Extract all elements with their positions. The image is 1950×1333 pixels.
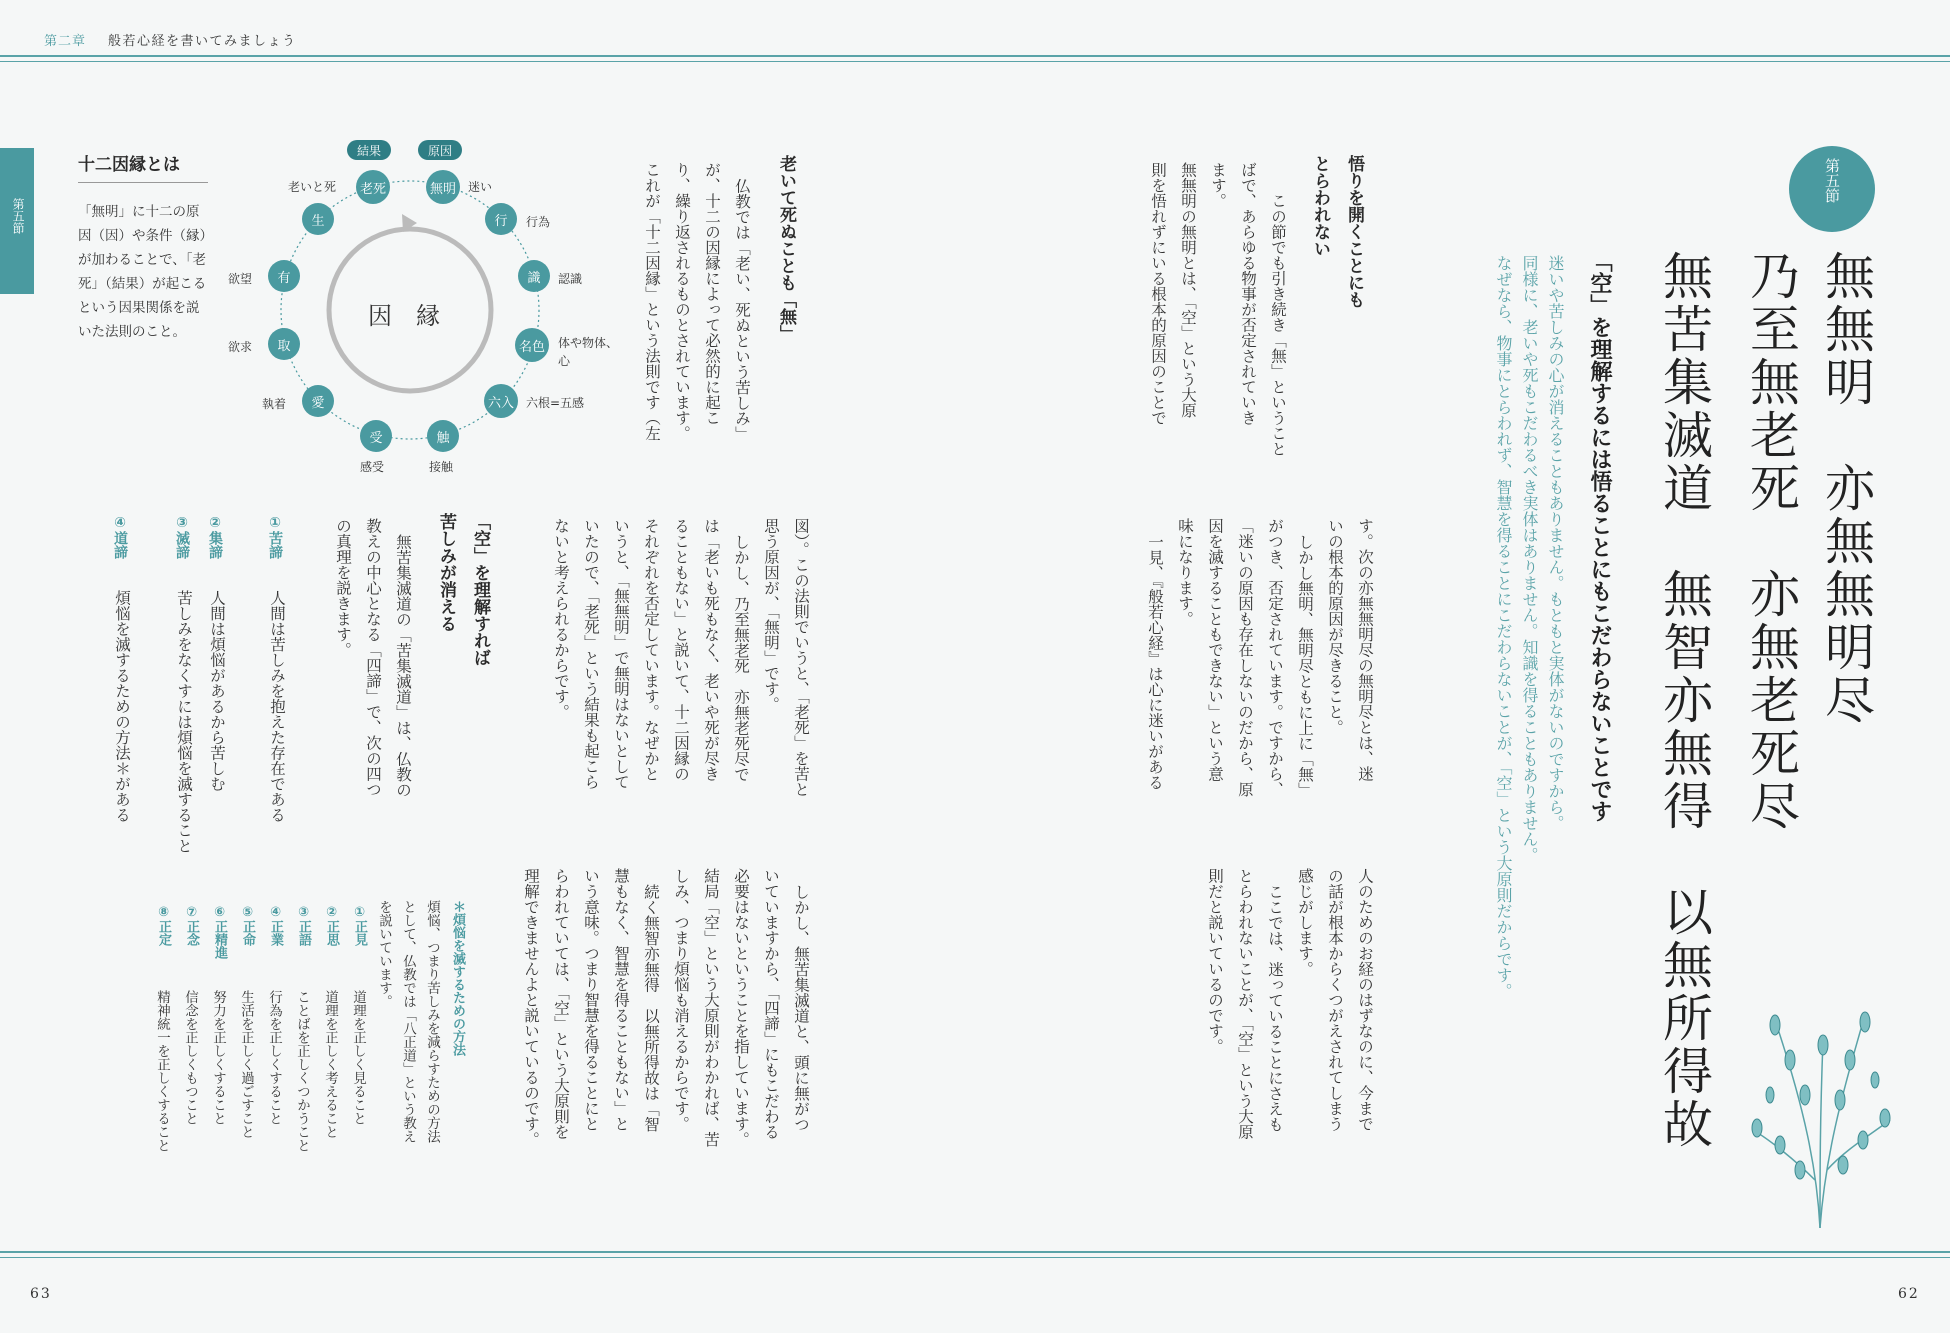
label-ju: 感受	[360, 460, 385, 474]
pill-cause: 原因	[418, 140, 462, 160]
section1-top-line-3: ます。	[1209, 162, 1227, 209]
path-7-desc: 信念を正しくもつこと	[182, 990, 198, 1125]
node-sho: 生	[302, 203, 334, 235]
label-ro: 老いと死	[288, 180, 337, 194]
section3-title-1: 「空」を理解すれば	[470, 513, 490, 666]
node-u: 有	[268, 260, 300, 292]
section3-title-2: 苦しみが消える	[436, 513, 456, 632]
plant-illustration	[1745, 1000, 1895, 1230]
section1-mid-line-3: しかし無明、無明尽ともに上に「無」	[1296, 534, 1314, 798]
section1-title-2: とらわれない	[1310, 155, 1330, 257]
node-mumyo: 無明	[426, 170, 460, 204]
section2-top-line-1: 仏教では「老い、死ぬという苦しみ」	[733, 178, 751, 442]
node-ju: 受	[360, 420, 392, 452]
section2-mid-line-1: 図）。この法則でいうと、「老死」を苦と	[792, 518, 810, 797]
section2-top-line-4: これが「十二因縁」という法則です（左	[643, 162, 661, 441]
path-4-name: ④正業	[268, 905, 283, 946]
pill-result: 結果	[347, 140, 391, 160]
truth-2-desc: 人間は煩悩があるから苦しむ	[208, 590, 226, 792]
path-5-desc: 生活を正しく過ごすこと	[238, 990, 254, 1139]
path-3-name: ③正語	[296, 905, 311, 946]
path-8-desc: 精神統一を正しくすること	[154, 990, 170, 1152]
note-body-line-1: 煩悩、つまり苦しみを減らすための方法	[424, 900, 440, 1143]
path-1-name: ①正見	[352, 905, 367, 946]
section1-mid-line-6: 因を滅することもできない」という意	[1206, 518, 1224, 782]
section1-mid-line-2: いの根本的原因が尽きること。	[1326, 518, 1344, 735]
truth-1-desc: 人間は苦しみを抱えた存在である	[268, 590, 286, 823]
section2-bottom-line-6: 続く無智亦無得 以無所得故は「智	[642, 884, 660, 1132]
node-ai: 愛	[302, 385, 334, 417]
page-number-left: 63	[30, 1286, 52, 1302]
section2-bottom-line-10: 理解できませんよと説いているのです。	[522, 868, 540, 1147]
node-shiki: 識	[518, 260, 550, 292]
note-title: ＊煩悩を滅するための方法	[450, 900, 465, 1056]
truth-1-name: ①苦諦	[267, 515, 283, 559]
sutra-line-1: 無無明 亦無無明尽	[1817, 250, 1875, 727]
chapter-label: 第二章	[44, 34, 87, 49]
section2-mid-line-3: しかし、乃至無老死 亦無老死尽で	[732, 534, 750, 782]
path-6-desc: 努力を正しくすること	[210, 990, 226, 1125]
section1-mid-line-8: 一見、『般若心経』は心に迷いがある	[1146, 534, 1164, 790]
label-shiki: 認識	[558, 272, 583, 286]
section2-mid-line-7: いうと、「無無明」で無明はないとして	[612, 518, 630, 790]
label-rokunyu: 六根=五感	[526, 396, 585, 410]
section2-bottom-line-2: いていますから、「四諦」にもこだわる	[762, 868, 780, 1140]
section1-mid-line-1: す。次の亦無無明尽の無明尽とは、迷	[1356, 518, 1374, 782]
section1-bottom-line-6: 則だと説いているのです。	[1206, 868, 1224, 1054]
section3-body-line-3: の真理を説きます。	[334, 518, 352, 658]
path-4-desc: 行為を正しくすること	[266, 990, 282, 1125]
chapter-title: 般若心経を書いてみましょう	[108, 34, 297, 49]
section2-bottom-line-4: 結局「空」という大原則がわかれば、苦	[702, 868, 720, 1147]
path-1-desc: 道理を正しく見ること	[350, 990, 366, 1125]
node-rokunyu: 六入	[484, 384, 518, 418]
section2-top-line-2: が、十二の因縁によって必然的に起こ	[703, 162, 721, 426]
section2-bottom-line-5: しみ、つまり煩悩も消えるからです。	[672, 868, 690, 1132]
sutra-line-3: 無苦集滅道 無智亦無得 以無所得故	[1655, 250, 1713, 1151]
label-meishiki2: 心	[558, 354, 571, 368]
section2-bottom-line-7: 慧もなく、智慧を得ることもない」と	[612, 868, 630, 1132]
section2-bottom-line-1: しかし、無苦集滅道と、頭に無がつ	[792, 884, 810, 1132]
section2-mid-line-6: それぞれを否定しています。なぜかと	[642, 518, 660, 782]
section1-mid-line-4: がつき、否定されています。ですから、	[1266, 518, 1284, 797]
path-7-name: ⑦正念	[184, 905, 199, 946]
section1-top-line-1: この節でも引き続き「無」ということ	[1269, 193, 1287, 457]
sutra-line-2: 乃至無老死 亦無老死尽	[1742, 250, 1800, 833]
path-2-desc: 道理を正しく考えること	[322, 990, 338, 1139]
section2-mid-line-4: は「老いも死もなく、老いや死が尽き	[702, 518, 720, 782]
translation-line-2: 同様に、老いや死もこだわるべき実体はありません。知識を得ることもありません。	[1520, 255, 1539, 863]
section2-mid-line-5: ることもない」と説いて、十二因縁の	[672, 518, 690, 782]
truth-2-name: ②集諦	[207, 515, 223, 559]
section1-bottom-line-2: の話が根本からくつがえされてしまう	[1326, 868, 1344, 1132]
label-u: 欲望	[228, 272, 253, 286]
label-ai: 執着	[262, 397, 287, 411]
section-side-tab	[0, 148, 34, 294]
label-shu: 欲求	[228, 340, 253, 354]
label-gyo: 行為	[526, 215, 551, 229]
path-3-desc: ことばを正しくつかうこと	[294, 990, 310, 1152]
section2-mid-line-8: いたので、「老死」という結果も起こら	[582, 518, 600, 790]
truth-3-name: ③滅諦	[174, 515, 190, 559]
translation-line-3: なぜなら、物事にとらわれず、智慧を得ることにこだわらないことが、「空」という大原則だからです。	[1494, 255, 1513, 999]
note-body-line-3: を説いています。	[376, 900, 392, 1008]
path-2-name: ②正思	[324, 905, 339, 946]
section3-body-line-2: 教えの中心となる「四諦」で、次の四つ	[364, 518, 382, 797]
node-roshi: 老死	[356, 170, 390, 204]
section2-bottom-line-9: らわれていては、「空」という大原則を	[552, 868, 570, 1140]
header-rule-top	[0, 55, 1950, 57]
section2-title: 老いて死ぬことも「無」	[776, 155, 796, 342]
box-body: 「無明」に十二の原因（因）や条件（縁）が加わることで、「老死」（結果）が起こるという因果関係を説いた法則のこと。	[78, 204, 207, 340]
path-8-name: ⑧正定	[156, 905, 171, 946]
truth-4-name: ④道諦	[112, 515, 128, 559]
node-meishiki: 名色	[515, 328, 549, 362]
diagram-center: 因 縁	[368, 302, 440, 330]
truth-4-desc: 煩悩を滅するための方法＊がある	[113, 590, 131, 823]
section1-top-line-5: 則を悟れずにいる根本的原因のことで	[1149, 162, 1167, 426]
section1-top-line-4: 無無明の無明とは、「空」という大原	[1179, 162, 1197, 418]
translation-line-1: 迷いや苦しみの心が消えることもありません。もともと実体がないのですから。	[1546, 255, 1565, 831]
path-6-name: ⑥正精進	[212, 905, 227, 959]
truth-3-desc: 苦しみをなくすには煩悩を滅すること	[175, 590, 193, 854]
label-mayoi: 迷い	[468, 180, 493, 194]
label-shoku: 接触	[429, 460, 454, 474]
section1-top-line-2: ばで、あらゆる物事が否定されていき	[1239, 162, 1257, 426]
main-headline: 「空」を理解するには悟ることにもこだわらないことです	[1587, 250, 1612, 822]
path-5-name: ⑤正命	[240, 905, 255, 946]
section2-top-line-3: り、繰り返されるものとされています。	[673, 162, 691, 441]
section1-bottom-line-4: ここでは、迷っていることにさえも	[1266, 884, 1284, 1132]
section1-bottom-line-3: 感じがします。	[1296, 868, 1314, 977]
label-meishiki: 体や物体、	[558, 336, 619, 350]
section-side-tab-label: 第五節	[11, 198, 25, 234]
footer-rule-bottom	[0, 1257, 1950, 1258]
footer-rule-top	[0, 1251, 1950, 1253]
section1-bottom-line-1: 人のためのお経のはずなのに、今まで	[1356, 868, 1374, 1132]
section1-mid-line-7: 味になります。	[1176, 518, 1194, 627]
section2-bottom-line-3: 必要はないということを指しています。	[732, 868, 750, 1147]
section3-body-line-1: 無苦集滅道の「苦集滅道」は、仏教の	[394, 534, 412, 798]
section2-mid-line-9: ないと考えられるからです。	[552, 518, 570, 720]
node-shoku: 触	[427, 420, 459, 452]
section2-mid-line-2: 思う原因が、「無明」です。	[762, 518, 780, 712]
node-shu: 取	[268, 328, 300, 360]
section1-title-1: 悟りを開くことにも	[1344, 155, 1364, 308]
page-number-right: 62	[1898, 1286, 1920, 1302]
node-gyo: 行	[485, 203, 517, 235]
section2-bottom-line-8: いう意味。つまり智慧を得ることにと	[582, 868, 600, 1132]
section1-bottom-line-5: とらわれないことが、「空」という大原	[1236, 868, 1254, 1140]
box-divider	[78, 182, 208, 183]
section-badge-label: 第五節	[1823, 158, 1841, 203]
box-title: 十二因縁とは	[78, 155, 180, 175]
header-rule-bottom	[0, 61, 1950, 62]
note-body-line-2: として、仏教では「八正道」という教え	[400, 900, 416, 1143]
section1-mid-line-5: 「迷いの原因も存在しないのだから、原	[1236, 518, 1254, 797]
